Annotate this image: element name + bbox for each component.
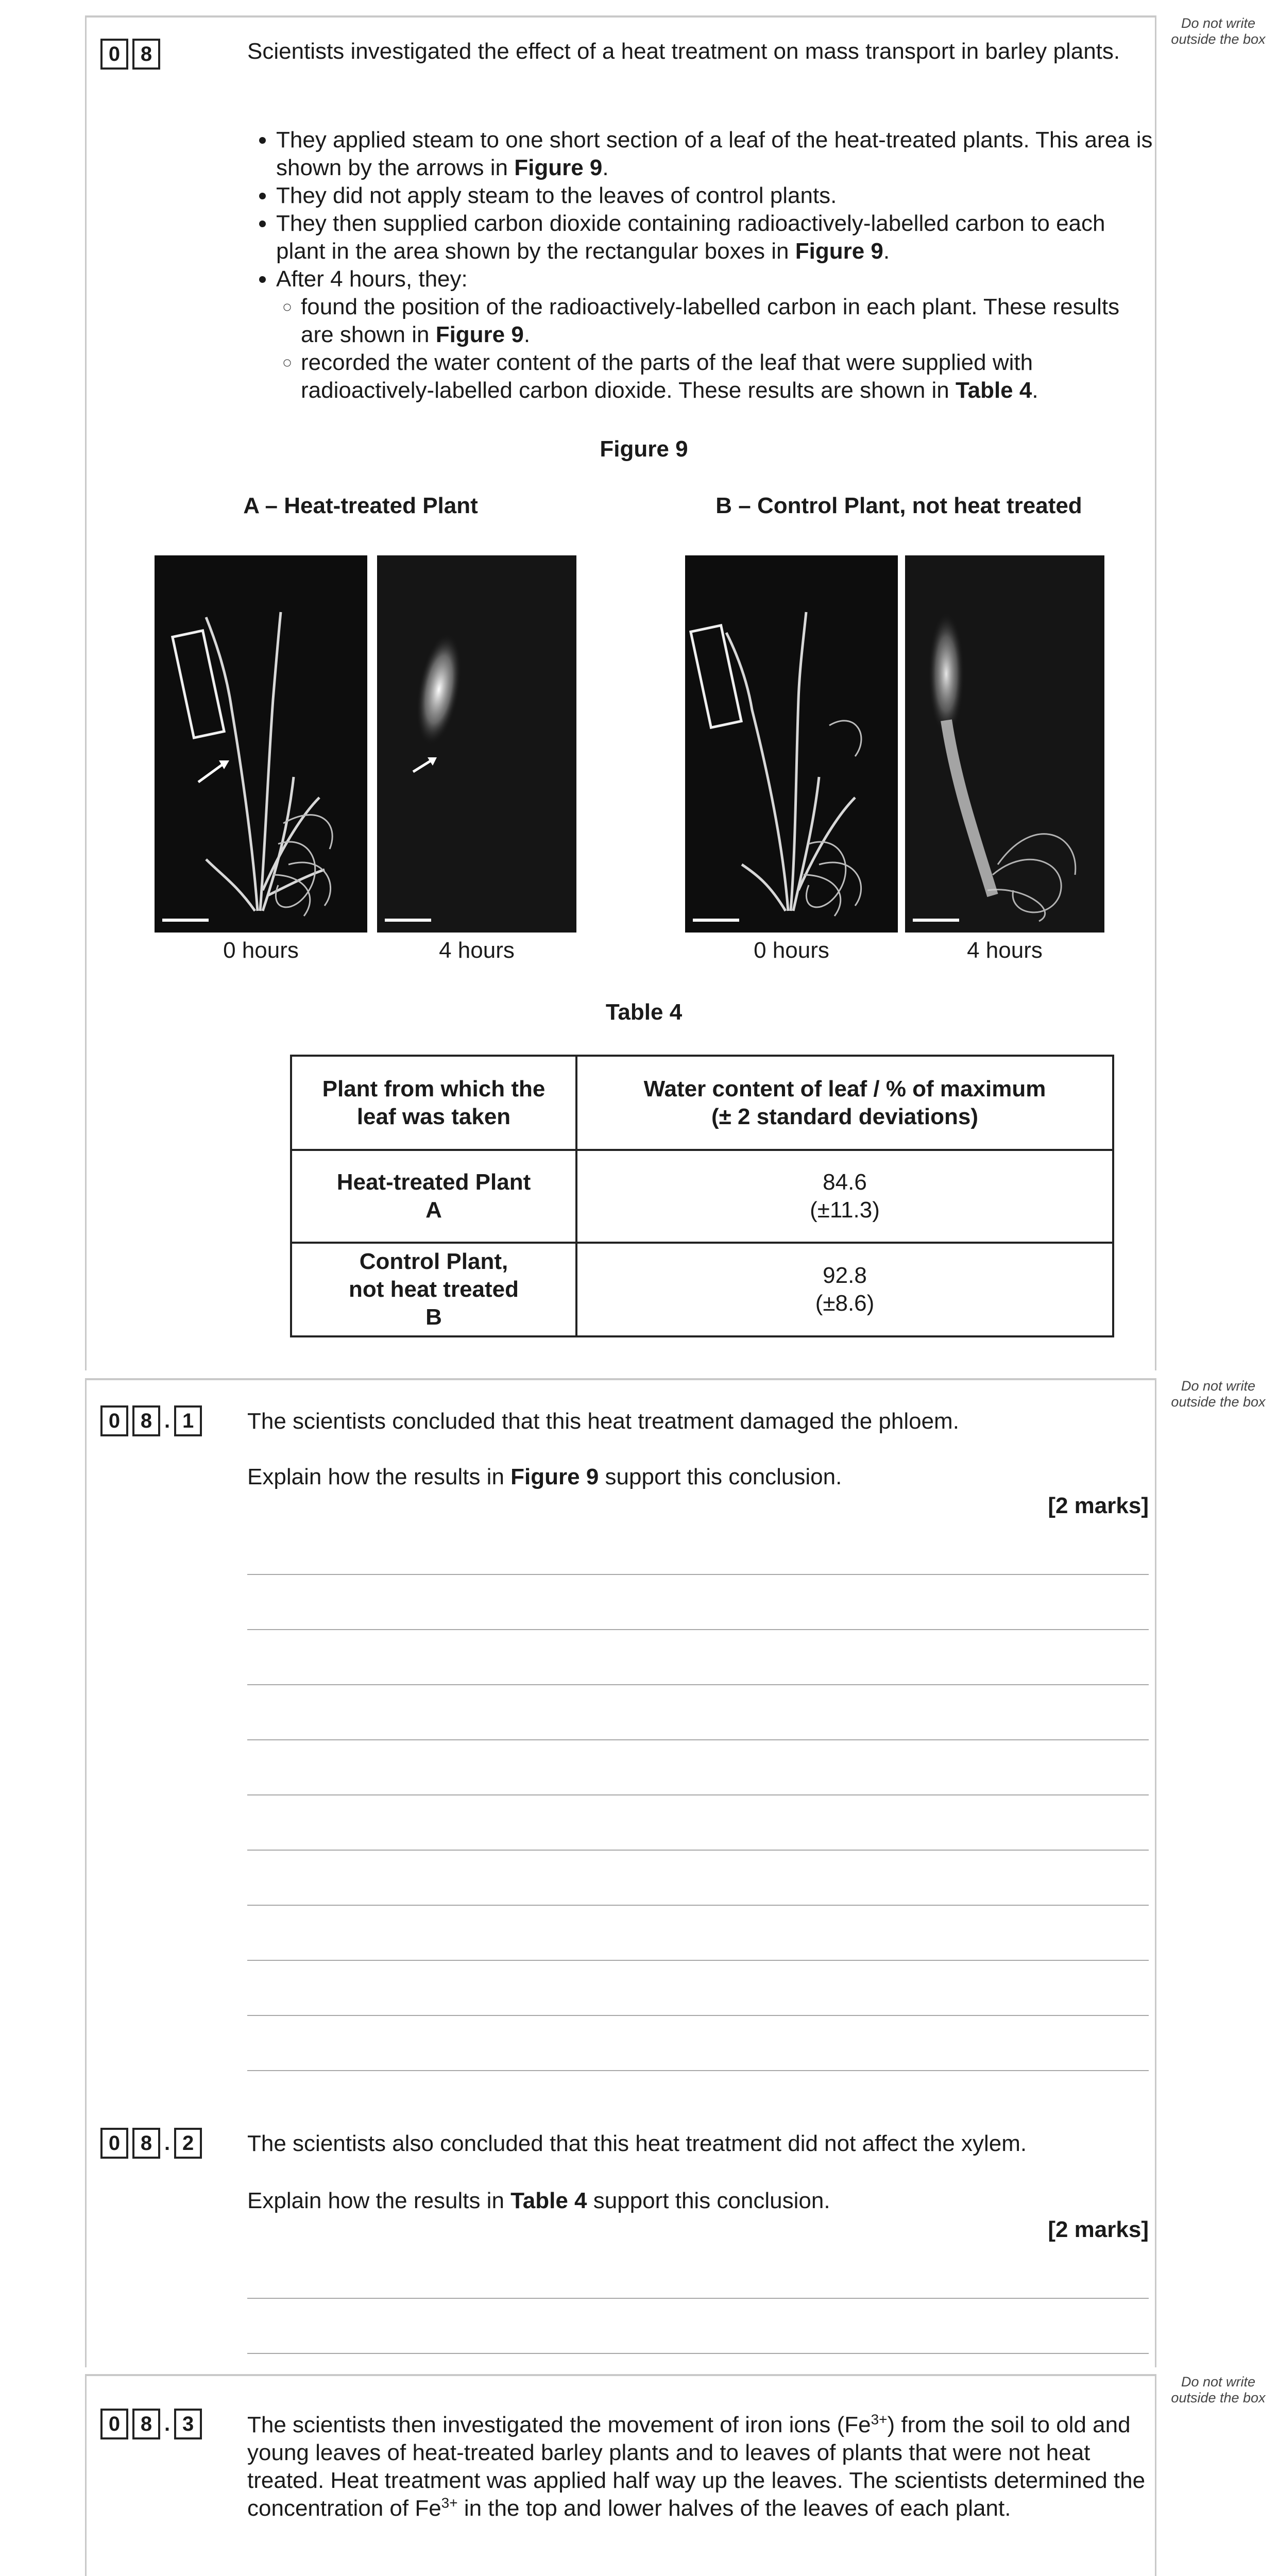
answer-line[interactable] bbox=[247, 1960, 1149, 1961]
table-row bbox=[291, 1243, 1113, 1336]
answer-line[interactable] bbox=[247, 1905, 1149, 1906]
answer-line[interactable] bbox=[247, 1794, 1149, 1795]
autoradiograph-image bbox=[377, 555, 576, 933]
time-label: 4 hours bbox=[439, 938, 515, 963]
question-number-08 bbox=[100, 39, 164, 70]
table-row bbox=[291, 1056, 1113, 1150]
list-item: • They did not apply steam to the leaves of control plants. bbox=[276, 182, 1154, 210]
time-label: 4 hours bbox=[967, 938, 1043, 963]
qnum-digit: 3 bbox=[174, 2409, 202, 2439]
table-cell: 92.8 (±8.6) bbox=[576, 1243, 1113, 1336]
question-number-08-2 bbox=[100, 2128, 206, 2159]
q08-2-instruction: Explain how the results in Table 4 support this conclusion. bbox=[247, 2188, 830, 2213]
photo-a-0-hours bbox=[155, 555, 367, 933]
margin-note: Do not write outside the box bbox=[1171, 15, 1266, 47]
qnum-digit: 8 bbox=[132, 2409, 160, 2439]
table-cell: Heat-treated Plant A bbox=[291, 1150, 576, 1243]
plant-image bbox=[155, 555, 367, 933]
table-header-cell: Plant from which the leaf was taken bbox=[291, 1056, 576, 1150]
time-label: 0 hours bbox=[754, 938, 829, 963]
answer-line[interactable] bbox=[247, 2298, 1149, 2299]
q08-1-text: The scientists concluded that this heat treatment damaged the phloem. bbox=[247, 1409, 959, 1434]
qnum-digit: 0 bbox=[100, 1405, 128, 1436]
q08-1-marks: [2 marks] bbox=[1048, 1493, 1149, 1518]
question-number-08-3 bbox=[100, 2409, 206, 2439]
answer-line[interactable] bbox=[247, 1684, 1149, 1685]
qnum-digit: 0 bbox=[100, 2409, 128, 2439]
table-4 bbox=[290, 1055, 1114, 1337]
figure-9-label-a: A – Heat-treated Plant bbox=[243, 493, 478, 518]
q08-intro: Scientists investigated the effect of a heat treatment on mass transport in barley plants. bbox=[247, 39, 1120, 64]
answer-line[interactable] bbox=[247, 1574, 1149, 1575]
section-2-top-border bbox=[85, 1378, 1156, 1380]
list-item: ◦ recorded the water content of the parts of the leaf that were supplied with radioactively-labelled carbon dioxide. These results are shown in Table 4. bbox=[301, 349, 1154, 404]
qnum-dot: . bbox=[164, 2413, 171, 2435]
answer-line[interactable] bbox=[247, 1850, 1149, 1851]
q08-2-text: The scientists also concluded that this heat treatment did not affect the xylem. bbox=[247, 2131, 1027, 2156]
list-item: • After 4 hours, they: ◦ found the position of the radioactively-labelled carbon in each plant. These results are shown in Figure 9. ◦ recorded the water content of the parts of the leaf that were supplied with radioactively-labelled carbon dioxide. These results are shown in Table 4. bbox=[276, 265, 1154, 404]
question-number-08-1 bbox=[100, 1405, 206, 1436]
table-cell: Control Plant, not heat treated B bbox=[291, 1243, 576, 1336]
qnum-digit: 0 bbox=[100, 2128, 128, 2159]
time-label: 0 hours bbox=[223, 938, 299, 963]
autoradiograph-image bbox=[905, 555, 1104, 933]
qnum-digit: 8 bbox=[132, 39, 160, 70]
table-row bbox=[291, 1150, 1113, 1243]
qnum-dot: . bbox=[164, 2132, 171, 2155]
margin-note: Do not write outside the box bbox=[1171, 1378, 1266, 1410]
list-item: • They applied steam to one short section of a leaf of the heat-treated plants. This area is shown by the arrows in Figure 9. bbox=[276, 126, 1154, 182]
answer-line[interactable] bbox=[247, 2070, 1149, 2071]
photo-a-4-hours bbox=[377, 555, 576, 933]
figure-9-label-b: B – Control Plant, not heat treated bbox=[715, 493, 1082, 518]
photo-b-4-hours bbox=[905, 555, 1104, 933]
qnum-digit: 2 bbox=[174, 2128, 202, 2159]
qnum-digit: 0 bbox=[100, 39, 128, 70]
qnum-digit: 1 bbox=[174, 1405, 202, 1436]
answer-line[interactable] bbox=[247, 2015, 1149, 2016]
margin-note: Do not write outside the box bbox=[1171, 2374, 1266, 2405]
list-item: ◦ found the position of the radioactively-labelled carbon in each plant. These results are shown in Figure 9. bbox=[301, 293, 1154, 349]
table-cell: 84.6 (±11.3) bbox=[576, 1150, 1113, 1243]
q08-1-instruction: Explain how the results in Figure 9 support this conclusion. bbox=[247, 1464, 842, 1489]
figure-9-title: Figure 9 bbox=[600, 436, 688, 462]
photo-b-0-hours bbox=[685, 555, 898, 933]
section-1-top-border bbox=[85, 15, 1156, 18]
qnum-dot: . bbox=[164, 1410, 171, 1432]
table-header-cell: Water content of leaf / % of maximum (± 2 standard deviations) bbox=[576, 1056, 1113, 1150]
q08-2-marks: [2 marks] bbox=[1048, 2217, 1149, 2242]
answer-line[interactable] bbox=[247, 1739, 1149, 1740]
qnum-digit: 8 bbox=[132, 2128, 160, 2159]
table-4-title: Table 4 bbox=[605, 999, 683, 1025]
qnum-digit: 8 bbox=[132, 1405, 160, 1436]
section-3-top-border bbox=[85, 2374, 1156, 2376]
answer-line[interactable] bbox=[247, 2353, 1149, 2354]
plant-image bbox=[685, 555, 898, 933]
q08-bullets bbox=[247, 126, 1154, 404]
q08-3-text: The scientists then investigated the movement of iron ions $(Fe^{3+})$ from the soil to old and young leaves of heat-treated barley plants and to leaves of plants that were not heat treated. Heat treatment was applied half way up the leaves. The scientists determined the concentration of $Fe^{3+}$ in the top and lower halves of the leaves of each plant. bbox=[247, 2411, 1146, 2521]
list-item: • They then supplied carbon dioxide containing radioactively-labelled carbon to each plant in the area shown by the rectangular boxes in Figure 9. bbox=[276, 210, 1154, 265]
answer-line[interactable] bbox=[247, 1629, 1149, 1630]
